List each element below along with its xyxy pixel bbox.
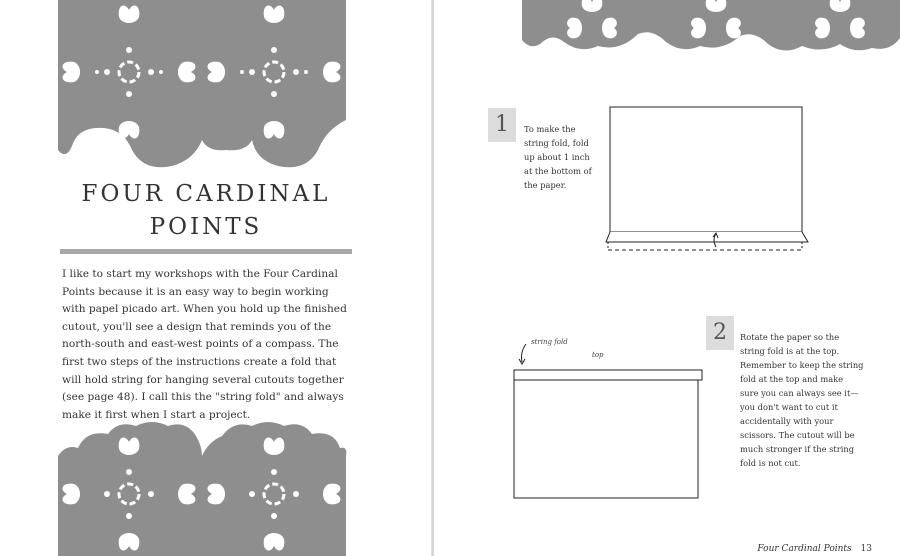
string-fold-label: string fold: [531, 338, 568, 346]
footer-section-title: Four Cardinal Points: [757, 544, 852, 554]
papel-picado-cutout-strip: [522, 0, 900, 56]
papel-picado-cutout-top: [56, 0, 348, 170]
page-number: 13: [860, 544, 872, 554]
papel-picado-cutout-bottom: [56, 416, 348, 556]
step-1-text: To make the string fold, fold up about 1 inch at the bottom of the paper.: [524, 124, 592, 190]
page-footer: [757, 544, 872, 554]
step-1-number: 1: [488, 108, 516, 142]
step-1-diagram: [604, 104, 814, 258]
left-page: [0, 0, 434, 556]
title-line-1: FOUR CARDINAL: [81, 181, 331, 207]
step-2-number: 2: [706, 316, 734, 350]
step-2-text: Rotate the paper so the string fold is at the top. Remember to keep the string fold at the top and make sure you can always see it—you don't want to cut it accidentally with your scissors. The cutout will be much stronger if the string fold is not cut.: [740, 332, 864, 468]
page-title: [60, 178, 352, 244]
right-page: [434, 0, 900, 556]
title-divider: [60, 249, 352, 254]
step-2-diagram: [510, 340, 710, 508]
top-label: top: [592, 351, 604, 359]
title-line-2: POINTS: [149, 214, 263, 240]
intro-paragraph: I like to start my workshops with the Four Cardinal Points because it is an easy way to begin working with papel picado art. When you hold up the finished cutout, you'll see a design that reminds you of the north-south and east-west points of a compass. The first two steps of the instructions create a fold that will hold string for hanging several cutouts together (see page 48). I call this the "string fold" and always make it first when I start a project.: [62, 268, 347, 421]
